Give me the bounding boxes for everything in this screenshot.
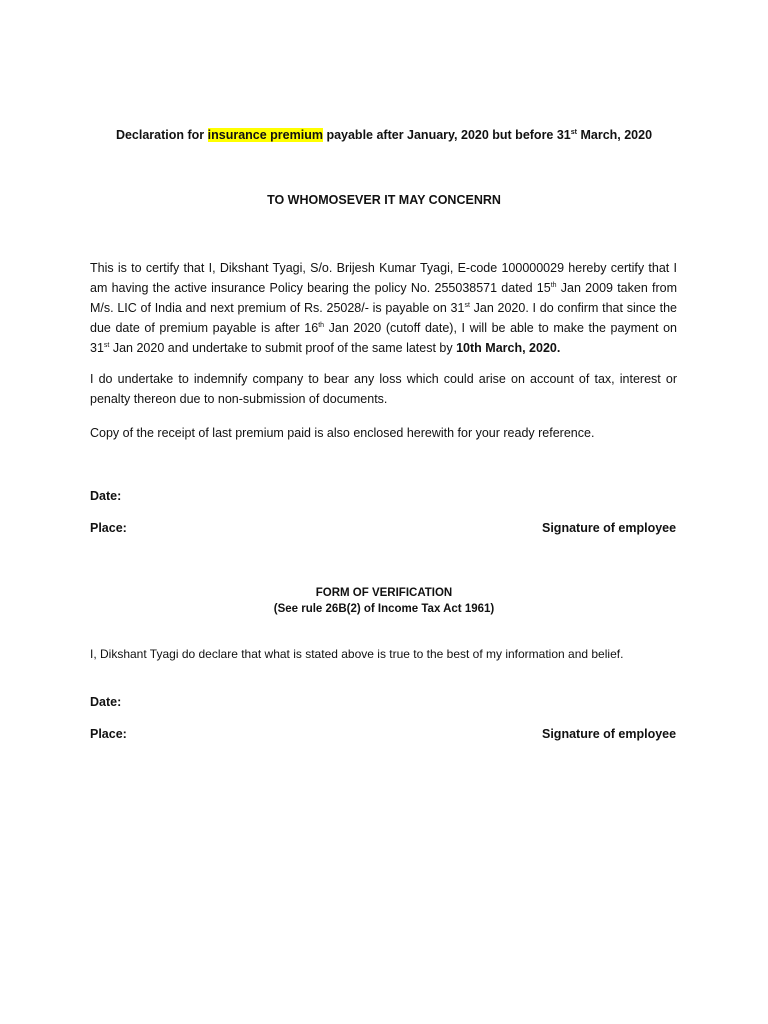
title-part-1: Declaration for (115, 128, 208, 142)
concern-heading: TO WHOMOSEVER IT MAY CONCENRN (267, 193, 501, 207)
p1-sup-2: st (464, 302, 470, 309)
p1-text-5: Jan 2020 and undertake to submit proof of the same latest by (109, 341, 457, 355)
indemnity-paragraph: I do undertake to indemnify company to bear any loss which could arise on account of tax, interest or penalty thereon due to non-submission of documents. (90, 372, 677, 406)
signature-label: Signature of employee (542, 521, 677, 535)
title-highlight: insurance premium (207, 128, 323, 142)
verification-date-label: Date: (90, 695, 122, 709)
p1-sup-4: st (103, 342, 110, 349)
receipt-paragraph: Copy of the receipt of last premium paid is also enclosed herewith for your ready reference. (90, 426, 595, 440)
verification-rule: (See rule 26B(2) of Income Tax Act 1961) (273, 603, 495, 615)
p1-sup-3: th (318, 322, 325, 329)
p1-deadline: 10th March, 2020. (456, 341, 561, 355)
verification-declaration: I, Dikshant Tyagi do declare that what is stated above is true to the best of my information and belief. (90, 647, 624, 661)
title-part-2: payable after January, 2020 but before 31 (322, 128, 571, 142)
certification-paragraph (90, 258, 677, 358)
place-label: Place: (90, 521, 127, 535)
p1-text-1: This is to certify that I, Dikshant Tyagi, S/o. Brijesh Kumar Tyagi, E-code 100000029 hereby certify that I am having the active insurance Policy bearing the policy No. 255038571 dated 15 (90, 261, 677, 295)
verification-signature-label: Signature of employee (542, 727, 677, 741)
p1-sup-1: th (550, 282, 557, 289)
verification-title: FORM OF VERIFICATION (315, 587, 453, 599)
verification-place-label: Place: (90, 727, 127, 741)
document-title (0, 127, 768, 143)
p1-text-2: Jan 2009 taken from M/s. LIC of India and next premium of Rs. 25028/- is payable on 31 (90, 281, 678, 315)
p1-text-4: Jan 2020 (cutoff date), I will be able to make the payment on 31 (90, 321, 677, 355)
title-superscript: st (570, 129, 577, 136)
date-label: Date: (90, 489, 122, 503)
title-part-3: March, 2020 (577, 128, 653, 142)
p1-text-3: Jan 2020. I do confirm that since the due date of premium payable is after 16 (90, 301, 677, 335)
